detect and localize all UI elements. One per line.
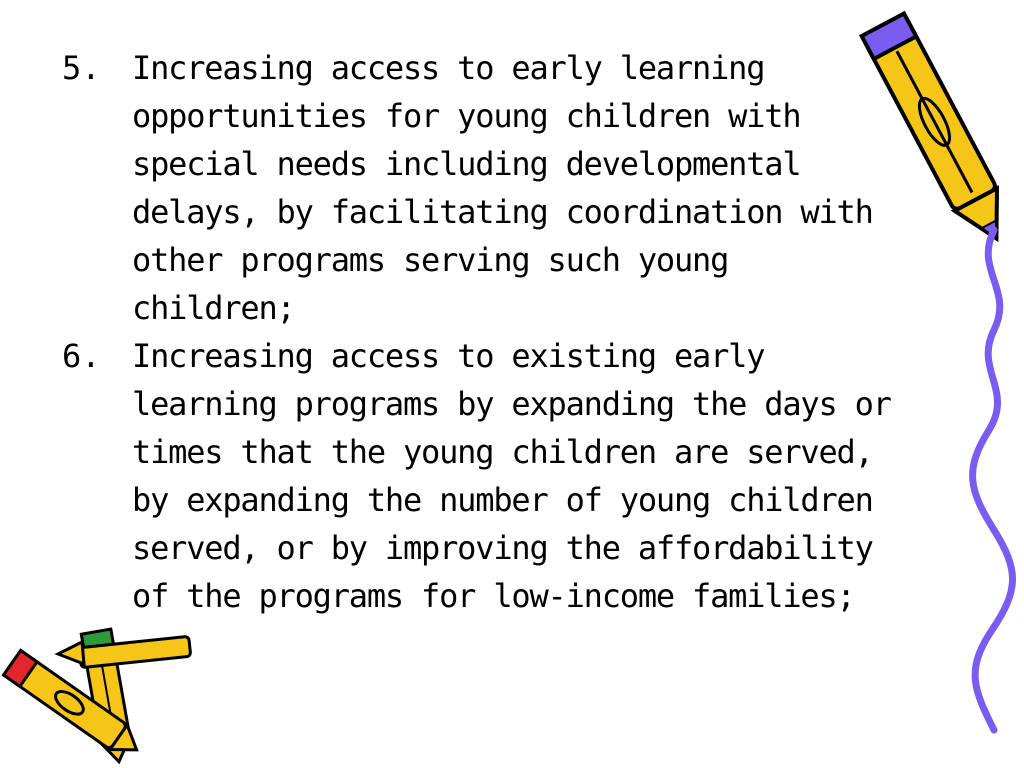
pencils-icon: [0, 622, 220, 762]
list-item-number: 6.: [62, 337, 101, 375]
list-item: [62, 44, 902, 332]
list-item-text: Increasing access to existing early learning programs by expanding the days or times that the young children are served, by expanding the number of young children served, or by improving the affordability of the programs for low-income families;: [132, 337, 891, 615]
list-item: [62, 332, 902, 620]
list-item-number: 5.: [62, 49, 101, 87]
list-item-text: Increasing access to early learning opportunities for young children with special needs including developmental delays, by facilitating coordination with other programs serving such young children;: [132, 49, 873, 327]
squiggle-line-icon: [964, 230, 1024, 730]
numbered-list: [62, 44, 902, 620]
pencil-icon: [848, 0, 1024, 260]
